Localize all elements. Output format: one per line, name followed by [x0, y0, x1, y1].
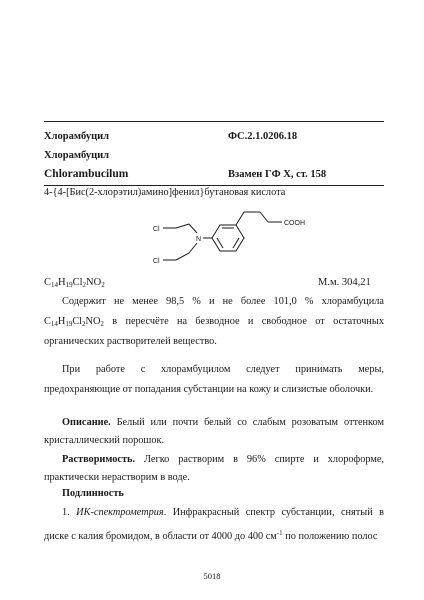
- lower-arm-bond: [176, 253, 189, 260]
- content-line-2: $C_{14}H_{19}Cl_2NO_2$ в пересчёте на безводное и свободное от остаточных: [44, 316, 384, 328]
- upper-arm-bond: [176, 224, 189, 228]
- description-line-1: Описание. Белый или почти белый со слабым розоватым оттенком: [62, 417, 384, 428]
- ring-double-bond: [217, 238, 223, 248]
- description-line-2: кристаллический порошок.: [44, 435, 165, 446]
- monograph-name-ru: Хлорамбуцил: [44, 131, 110, 142]
- solubility-line-1: Растворимость. Легко растворим в 96% спирте и хлороформе,: [62, 454, 384, 465]
- chain-bond: [260, 212, 268, 222]
- ir-line-1: 1. ИК-спектрометрия. Инфракрасный спектр субстанции, снятый в: [62, 507, 384, 518]
- chain-bond: [236, 212, 244, 225]
- monograph-name-latin: Chlorambucilum: [44, 168, 129, 180]
- solubility-line-2: практически нерастворим в воде.: [44, 472, 190, 483]
- content-formula: $C_{14}H_{19}Cl_2NO_2$: [44, 316, 104, 328]
- description-label: Описание.: [62, 417, 111, 428]
- cl-label-upper: Cl: [153, 226, 160, 233]
- chemical-name: 4-{4-[Бис(2-хлорэтил)амино]фенил}бутановая кислота: [44, 187, 286, 198]
- n-label: N: [196, 236, 202, 243]
- molecular-formula: $C_{14}H_{19}Cl_2NO_2$: [44, 277, 105, 289]
- monograph-name-ru-2: Хлорамбуцил: [44, 150, 110, 161]
- structural-formula: [140, 200, 330, 272]
- content-line-1: Содержит не менее 98,5 % и не более 101,0 % хлорамбуцила: [62, 296, 384, 307]
- ring-double-bond: [233, 238, 239, 248]
- benzene-ring: [212, 225, 244, 251]
- upper-arm-bond: [189, 224, 197, 233]
- header-top-rule: [44, 121, 384, 122]
- lower-arm-bond: [189, 243, 197, 253]
- page-number: 5018: [203, 571, 221, 581]
- molar-mass: М.м. 304,21: [318, 277, 371, 288]
- warning-line-1: При работе с хлорамбуцилом следует принимать меры,: [62, 364, 384, 375]
- warning-line-2: предохраняющие от попадания субстанции на кожу и слизистые оболочки.: [44, 384, 374, 395]
- authenticity-heading: Подлинность: [62, 488, 124, 499]
- cooh-label: COOH: [284, 220, 305, 227]
- replaces-note: Взамен ГФ X, ст. 158: [228, 169, 327, 180]
- ir-line-2: диске с калия бромидом, в области от 4000 до 400 $см^{-1}$ по положению полос: [44, 529, 378, 542]
- ir-label: ИК-спектрометрия: [76, 507, 164, 518]
- solubility-label: Растворимость.: [62, 454, 136, 465]
- cl-label-lower: Cl: [153, 258, 160, 265]
- content-line-3: органических растворителей вещество.: [44, 336, 217, 347]
- monograph-code: ФС.2.1.0206.18: [228, 131, 298, 142]
